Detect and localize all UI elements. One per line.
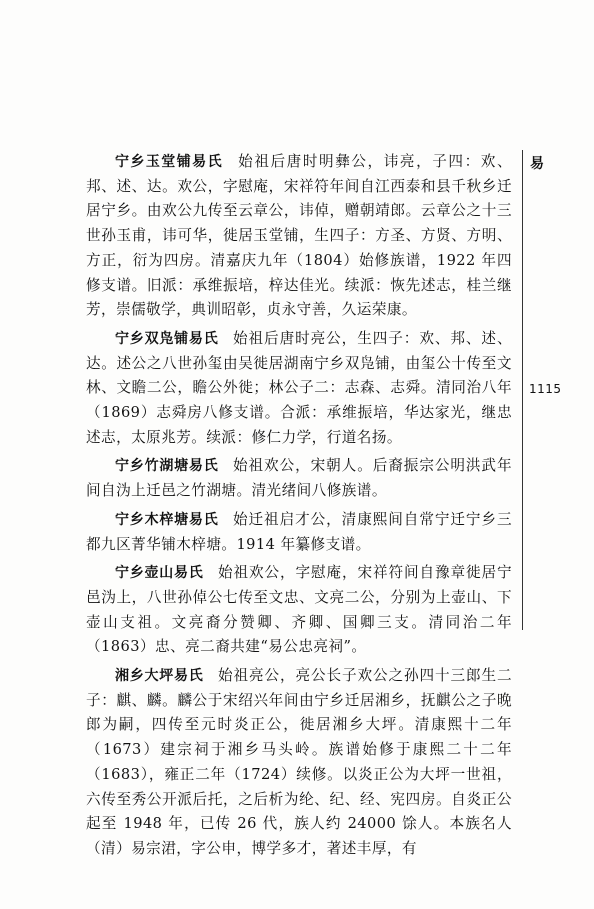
entry-body: 始祖后唐时亮公，生四子：欢、邦、述、达。述公之八世孙玺由吴徙居湖南宁乡双凫铺，由玺公十传至文林、文瞻二公，瞻公外徙；林公子二：志森、志舜。清同治八年（1869）志舜房八修支谱。合派：承维振培，华达家光，继忠述志，太原兆芳。续派：修仁力学，行道名扬。 (86, 329, 512, 446)
entry-shuangfupu (86, 327, 512, 451)
entry-zhuhutang (86, 454, 512, 503)
entry-muzitang (86, 508, 512, 557)
entry-body: 始祖亮公，亮公长子欢公之孙四十三郎生二子：麒、麟。麟公于宋绍兴年间由宁乡迁居湘乡，抚麒公之子晚郎为嗣，四传至元时炎正公，徙居湘乡大坪。清康熙十二年（1673）建宗祠于湘乡马头岭。族谱始修于康熙二十二年（1683），雍正二年（1724）续修。以炎正公为大坪一世祖，六传至秀公开派后托，之后析为纶、纪、经、宪四房。自炎正公起至 1948 年，已传 26 代，族人约 24000 馀人。本族名人（清）易宗涒，字公申，博学多才，著述丰厚，有 (86, 667, 512, 857)
entry-body: 始祖后唐时明彝公，讳亮，子四：欢、邦、述、达。欢公，字慰庵，宋祥符年间自江西泰和县千秋乡迁居宁乡。由欢公九传至云章公，讳倬，赠朝靖郎。云章公之十三世孙玉甫，讳可华，徙居玉堂铺，生四子：方圣、方贤、方明、方正，衍为四房。清嘉庆九年（1804）始修族谱，1922 年四修支谱。旧派：承维振培，梓达佳光。续派：恢先述志，桂兰继芳，崇儒敬学，典训昭彰，贞永守善，久运荣康。 (86, 153, 512, 319)
entry-title: 宁乡木梓塘易氏 (115, 511, 219, 528)
entry-hushan (86, 561, 512, 660)
entry-body: 始祖欢公，宋朝人。后裔振宗公明洪武年间自沩上迁邑之竹湖塘。清光绪间八修族谱。 (86, 457, 512, 500)
entry-yutangpu (86, 150, 512, 323)
entry-title: 宁乡壶山易氏 (115, 565, 204, 582)
margin-rule (522, 150, 523, 630)
entry-title: 宁乡竹湖塘易氏 (115, 458, 219, 475)
entry-body: 始迁祖启才公，清康熙间自常宁迁宁乡三都九区菁华铺木梓塘。1914 年纂修支谱。 (86, 510, 512, 553)
page-number: 1115 (529, 382, 562, 396)
entry-title: 湘乡大坪易氏 (115, 668, 204, 685)
entry-daping (86, 664, 512, 862)
entry-title: 宁乡双凫铺易氏 (115, 330, 219, 347)
side-surname-label: 易 (530, 156, 544, 172)
entry-body: 始祖欢公，字慰庵，宋祥符间自豫章徙居宁邑沩上，八世孙倬公七传至文忠、文亮二公，分别为上壶山、下壶山支祖。文亮裔分赞卿、齐卿、国卿三支。清同治二年（1863）忠、亮二裔共建“易公忠亮祠”。 (86, 564, 512, 656)
entry-title: 宁乡玉堂铺易氏 (115, 154, 224, 170)
genealogy-text (86, 150, 512, 866)
